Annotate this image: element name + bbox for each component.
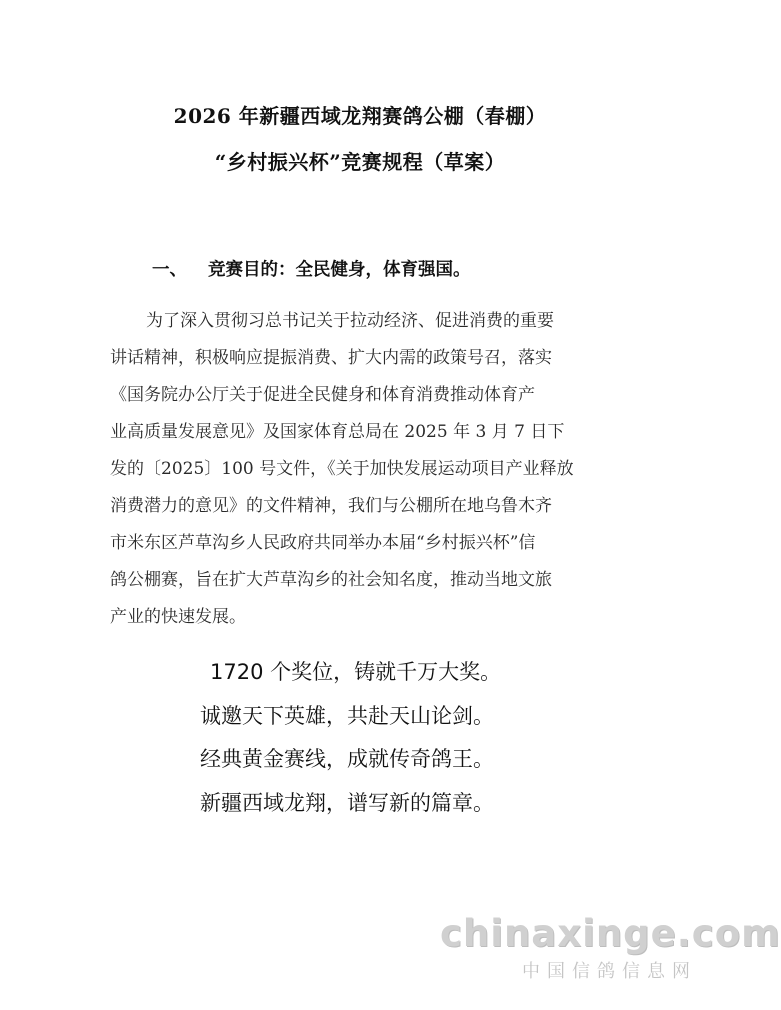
paragraph-line: 产业的快速发展。 — [110, 607, 246, 627]
slogan-line: 1720 个奖位，铸就千万大奖。 — [210, 660, 502, 684]
paragraph-line: 市米东区芦草沟乡人民政府共同举办本届“乡村振兴杯”信 — [110, 533, 536, 553]
slogan-line: 经典黄金赛线，成就传奇鸽王。 — [200, 747, 494, 771]
section-heading-text: 竞赛目的：全民健身，体育强国。 — [208, 260, 471, 280]
section-number: 一、 — [152, 260, 187, 280]
paragraph-line: 发的〔2025〕100 号文件，《关于加快发展运动项目产业释放 — [110, 459, 574, 479]
paragraph-line: 《国务院办公厅关于促进全民健身和体育消费推动体育产 — [110, 385, 535, 405]
paragraph-line: 讲话精神，积极响应提振消费、扩大内需的政策号召，落实 — [110, 348, 552, 368]
paragraph-line: 消费潜力的意见》的文件精神，我们与公棚所在地乌鲁木齐 — [110, 496, 552, 516]
paragraph-line: 为了深入贯彻习总书记关于拉动经济、促进消费的重要 — [146, 311, 554, 331]
section-heading — [152, 256, 471, 281]
slogan-block — [200, 651, 600, 825]
site-watermark — [440, 912, 781, 983]
document-title-line-2: “乡村振兴杯”竞赛规程（草案） — [214, 150, 506, 174]
slogan-line: 诚邀天下英雄，共赴天山论剑。 — [200, 703, 494, 728]
document-title-line-1: 2026 年新疆西域龙翔赛鸽公棚（春棚） — [173, 104, 547, 128]
paragraph-line: 业高质量发展意见》及国家体育总局在 2025 年 3 月 7 日下 — [110, 422, 565, 442]
body-paragraph — [110, 303, 620, 636]
slogan-line: 新疆西域龙翔，谱写新的篇章。 — [200, 790, 494, 815]
paragraph-line: 鸽公棚赛，旨在扩大芦草沟乡的社会知名度，推动当地文旅 — [110, 570, 552, 590]
watermark-site-name: 中国信鸽信息网 — [522, 961, 697, 982]
watermark-domain: chinaxinge.com — [440, 912, 781, 955]
